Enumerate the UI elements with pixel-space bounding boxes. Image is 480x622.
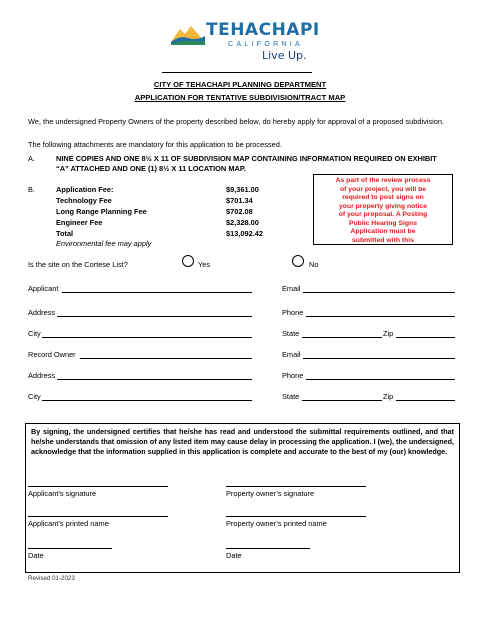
applicant-printed-line[interactable]	[28, 516, 168, 517]
zip-label: Zip	[383, 329, 394, 338]
owner-state-field[interactable]	[302, 400, 382, 401]
owner-printed-line[interactable]	[226, 516, 366, 517]
fee-label: Application Fee:	[56, 185, 114, 194]
notice-line: Application must be	[350, 228, 416, 235]
phone-label: Phone	[282, 308, 304, 317]
section-b-letter: B.	[28, 185, 35, 194]
logo-state: CALIFORNIA	[228, 41, 304, 48]
owner-city-field[interactable]	[42, 400, 252, 401]
notice-line: submitted with this	[352, 236, 414, 244]
posting-notice-box	[313, 174, 453, 245]
state-label: State	[282, 329, 300, 338]
owner-zip-label: Zip	[383, 392, 394, 401]
applicant-date-line[interactable]	[28, 548, 112, 549]
section-a-text: NINE COPIES AND ONE 8½ X 11 OF SUBDIVISION MAP CONTAINING INFORMATION REQUIRED ON EXHIBIT “A” ATTACHED AND ONE (1) 8½ X 11 LOCATION MAP.	[56, 154, 437, 173]
tehachapi-logo-mountain-icon	[170, 22, 206, 46]
environmental-fee-note: Environmental fee may apply	[56, 239, 152, 248]
owner-signature-line[interactable]	[226, 486, 366, 487]
applicant-signature-label: Applicant’s signature	[28, 489, 97, 498]
applicant-label: Applicant	[28, 284, 59, 293]
cortese-yes-radio[interactable]	[182, 255, 194, 267]
fee-label: Long Range Planning Fee	[56, 207, 147, 216]
certification-text: By signing, the undersigned certifies that he/she has read and understood the submittal requirements outlined, and that he/she understands that omission of any listed item may cause delay in processing the application. I (we), the undersigned, acknowledge that the information supplied in this application is complete and accurate to the best of my (our) knowledge.	[31, 427, 454, 457]
owner-email-label: Email	[282, 350, 301, 359]
fee-value: $9,361.00	[226, 185, 259, 194]
title-rule	[162, 72, 312, 73]
owner-address-label: Address	[28, 371, 56, 380]
page-subtitle: APPLICATION FOR TENTATIVE SUBDIVISION/TRACT MAP	[134, 93, 346, 102]
applicant-printed-label: Applicant’s printed name	[28, 519, 109, 528]
logo-wordmark: TEHACHAPI	[206, 20, 320, 40]
fee-label: Technology Fee	[56, 196, 112, 205]
fee-total-label: Total	[56, 229, 74, 238]
owner-address-field[interactable]	[57, 379, 252, 380]
fee-value: $2,328.00	[226, 218, 259, 227]
cortese-question: Is the site on the Cortese List?	[28, 260, 128, 269]
cortese-yes-label: Yes	[198, 260, 211, 269]
cortese-no-label: No	[309, 260, 319, 269]
address-field[interactable]	[57, 316, 252, 317]
owner-state-label: State	[282, 392, 300, 401]
notice-line: required to post signs on	[342, 194, 424, 201]
logo-tagline: Live Up.	[262, 49, 307, 62]
revision-note: Revised 01-2023	[28, 575, 75, 582]
applicant-signature-line[interactable]	[28, 486, 168, 487]
address-label: Address	[28, 308, 56, 317]
zip-field[interactable]	[396, 337, 455, 338]
cortese-no-radio[interactable]	[292, 255, 304, 267]
intro-paragraph: We, the undersigned Property Owners of the property described below, do hereby apply for approval of a proposed subdivision.	[28, 117, 445, 126]
notice-line: of your proposal. A Posting	[338, 211, 428, 218]
city-label: City	[28, 329, 41, 338]
email-field[interactable]	[303, 292, 455, 293]
section-a-letter: A.	[28, 154, 35, 163]
city-field[interactable]	[42, 337, 252, 338]
owner-printed-label: Property owner’s printed name	[226, 519, 327, 528]
attachments-note: The following attachments are mandatory for this application to be processed.	[28, 140, 282, 149]
fee-value: $701.34	[226, 196, 253, 205]
owner-email-field[interactable]	[303, 358, 455, 359]
owner-zip-field[interactable]	[396, 400, 455, 401]
owner-signature-label: Property owner’s signature	[226, 489, 315, 498]
fee-label: Engineer Fee	[56, 218, 103, 227]
email-label: Email	[282, 284, 301, 293]
owner-city-label: City	[28, 392, 41, 401]
applicant-field[interactable]	[62, 292, 252, 293]
record-owner-field[interactable]	[80, 358, 252, 359]
fee-total-value: $13,092.42	[226, 229, 263, 238]
phone-field[interactable]	[306, 316, 455, 317]
fee-value: $702.08	[226, 207, 253, 216]
record-owner-label: Record Owner	[28, 350, 76, 359]
notice-line: Public Hearing Signs	[349, 219, 417, 227]
owner-date-label: Date	[226, 551, 242, 560]
owner-date-line[interactable]	[226, 548, 310, 549]
owner-phone-label: Phone	[282, 371, 304, 380]
notice-line: As part of the review process	[335, 177, 431, 184]
applicant-date-label: Date	[28, 551, 44, 560]
page-title: CITY OF TEHACHAPI PLANNING DEPARTMENT	[153, 80, 327, 89]
notice-line: your property giving notice	[339, 202, 427, 210]
state-field[interactable]	[302, 337, 382, 338]
notice-line: of your project, you will be	[339, 185, 427, 193]
owner-phone-field[interactable]	[306, 379, 455, 380]
